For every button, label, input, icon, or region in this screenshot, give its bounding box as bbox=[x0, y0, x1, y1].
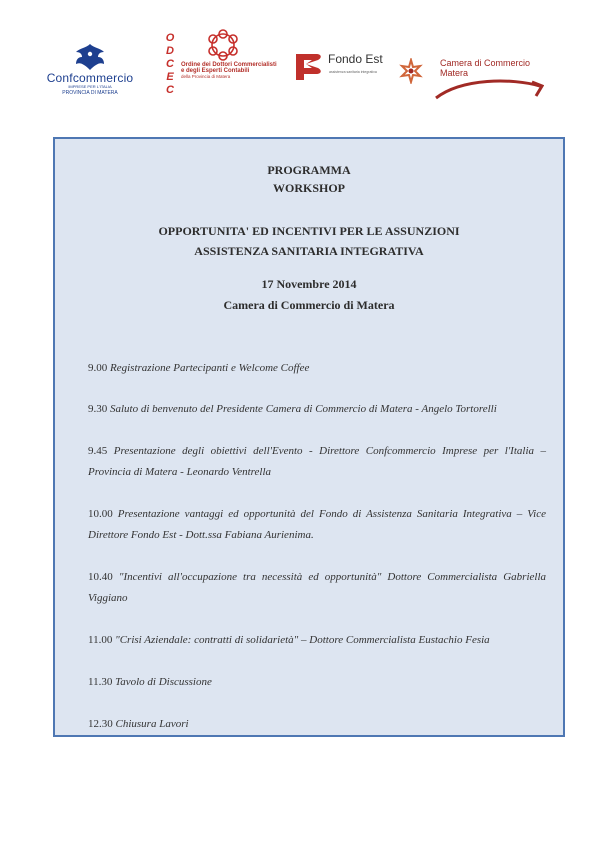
confcommercio-name: Confcommercio bbox=[46, 71, 134, 85]
heading-programma: PROGRAMMA bbox=[267, 163, 351, 177]
agenda-description: Chiusura Lavori bbox=[115, 718, 189, 730]
agenda-item bbox=[88, 672, 546, 693]
fondo-est-subtitle: assistenza sanitaria integrativa bbox=[329, 70, 377, 74]
agenda-time: 11.30 bbox=[88, 676, 113, 688]
agenda-description: Saluto di benvenuto del Presidente Camera di Commercio di Matera - Angelo Tortorelli bbox=[110, 403, 497, 415]
title-line2: ASSISTENZA SANITARIA INTEGRATIVA bbox=[194, 244, 424, 258]
program-box bbox=[53, 137, 565, 737]
workshop-title bbox=[55, 221, 563, 261]
odcec-text bbox=[181, 63, 281, 80]
agenda-description: Presentazione vantaggi ed opportunità del Fondo di Assistenza Sanitaria Integrativa – Vice Direttore Fondo Est - Dott.ssa Fabiana Aurienima. bbox=[88, 508, 547, 541]
agenda-time: 10.40 bbox=[88, 571, 113, 583]
odcec-line3: della Provincia di Matera bbox=[181, 74, 231, 79]
heading-workshop: WORKSHOP bbox=[272, 181, 345, 195]
odcec-line2: e degli Esperti Contabili bbox=[181, 67, 250, 74]
agenda-item bbox=[88, 567, 546, 609]
agenda-item bbox=[88, 504, 546, 546]
fondo-est-logo bbox=[292, 48, 392, 92]
agenda-time: 9.00 bbox=[88, 362, 108, 374]
event-venue: Camera di Commercio di Matera bbox=[223, 298, 395, 312]
odcec-line1: Ordine dei Dottori Commercialisti bbox=[181, 62, 277, 68]
confcommercio-tagline: IMPRESE PER L'ITALIA bbox=[68, 84, 112, 89]
agenda-time: 9.45 bbox=[88, 445, 108, 457]
agenda-description: "Incentivi all'occupazione tra necessità ed opportunità" Dottore Commercialista Gabriella Viggiano bbox=[88, 571, 547, 604]
title-line1: OPPORTUNITA' ED INCENTIVI PER LE ASSUNZIONI bbox=[158, 224, 460, 238]
agenda-item bbox=[88, 630, 546, 651]
event-date-venue bbox=[55, 274, 563, 316]
agenda-item bbox=[88, 399, 546, 420]
program-heading bbox=[55, 161, 563, 197]
camera-line2: Matera bbox=[440, 68, 469, 78]
agenda-time: 12.30 bbox=[88, 718, 113, 730]
agenda-time: 9.30 bbox=[88, 403, 108, 415]
odcec-letters bbox=[163, 32, 177, 97]
odcec-letter: C bbox=[166, 84, 174, 96]
agenda-description: "Crisi Aziendale: contratti di solidarietà" – Dottore Commercialista Eustachio Fesia bbox=[115, 634, 490, 646]
odcec-emblem-icon bbox=[195, 27, 251, 63]
odcec-letter: E bbox=[166, 71, 174, 83]
odcec-logo bbox=[163, 27, 283, 102]
confcommercio-logo bbox=[40, 42, 140, 102]
camera-commercio-swoosh-icon bbox=[432, 72, 544, 102]
agenda-item bbox=[88, 441, 546, 483]
agenda-time: 10.00 bbox=[88, 508, 113, 520]
camera-line1: Camera di Commercio bbox=[440, 58, 531, 68]
agenda-description: Presentazione degli obiettivi dell'Evento - Direttore Confcommercio Imprese per l'Italia – Provincia di Matera - Leonardo Ventrella bbox=[88, 445, 546, 478]
agenda-item bbox=[88, 714, 546, 735]
odcec-letter: O bbox=[165, 32, 175, 44]
logo-bar bbox=[0, 0, 600, 110]
agenda-description: Registrazione Partecipanti e Welcome Coffee bbox=[110, 362, 310, 374]
odcec-letter: C bbox=[166, 58, 174, 70]
agenda-description: Tavolo di Discussione bbox=[115, 676, 212, 688]
event-date: 17 Novembre 2014 bbox=[261, 277, 357, 291]
confcommercio-province: PROVINCIA DI MATERA bbox=[62, 90, 118, 96]
camera-commercio-flower-icon bbox=[398, 58, 424, 84]
fondo-est-name: Fondo Est bbox=[328, 52, 383, 66]
odcec-letter: D bbox=[166, 45, 174, 57]
agenda-item bbox=[88, 358, 546, 379]
confcommercio-bird-icon bbox=[70, 42, 110, 72]
agenda-time: 11.00 bbox=[88, 634, 113, 646]
camera-commercio-logo bbox=[398, 58, 548, 106]
fondo-est-mark-icon bbox=[292, 50, 326, 84]
